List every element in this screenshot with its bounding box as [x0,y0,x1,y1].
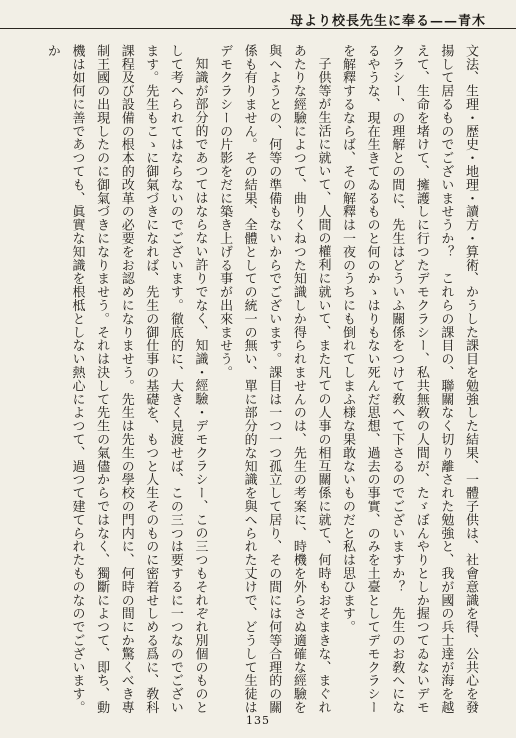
paragraph: 子供等が生活に就いて、人間の權利に就いて、また凡ての人事の相互關係に就て、何時もおそまきな、まぐれあたりな經驗によつて、曲りくねつた知識しか得られませんのは、先生の考案に、時機を外らさぬ適確な經驗を與へようとの、何等の準備もないからでございます。課目は一つ一つ孤立して居り、その間には何等合理的の關係も有りません。その結果、全體としての統一の無い、單に部分的な知識を與へられた丈けで、どうして生徒はデモクラシーの片影をだに築き上げる事が出來ませう。 [217,44,331,714]
paragraph: 知識が部分的であつてはならない許りでなく、知識・經驗・デモクラシー、この三つもそれぞれ別個のものとして考へられてはならないのでございます。徹底的に、大きく見渡せば、この三つは要するに一つなのでございます。先生もこゝに御氣づきになれば、先生の御仕事の基礎を、もつと人生そのものに密着せしめる爲に、敎科課程及び設備の根本的改革の必要をお認めになりませう。先生は先生の學校の門内に、何時の間にか驚くべき專制王國の出現したのに御氣づきになりませう。それは決して先生の氣儘からではなく、獨斷によつて、即ち、動機は如何に善であつても、眞實な知識を根柢としない熱心によつて、過つて建てられたものなのでございます。か [44,44,208,714]
page-number: 135 [246,714,270,727]
paragraph: 文法、生理・歴史・地理・讀方・算術、かうした課目を勉強した結果、一體子供は、社會意識を得、公共心を發揚して居るものでございませうか？ これらの課目の、聯關なく切り離された勉強と、我が國の兵士達が海を越えて、生命を堵けて、擁護しに行つたデモクラシー、私共無敎の人間が、たゞぼんやりとしか握つてゐないデモクラシー、の理解との間に、先生はどういふ關係をつけて敎へて下さるのでございますか？ 先生のお敎へになるやうな、現在生きてゐるものと何のかゝはりもない死んだ思想、過去の事實、のみを土臺としてデモクラシーを解釋するならば、その解釋は一夜のうちにも倒れてしまふ様な果敢ないものだと私は思ひます。 [340,44,478,714]
body-text [34,44,482,714]
running-head-title: 母より校長先生に奉る——青木 [289,14,486,29]
header-rule [0,28,516,29]
